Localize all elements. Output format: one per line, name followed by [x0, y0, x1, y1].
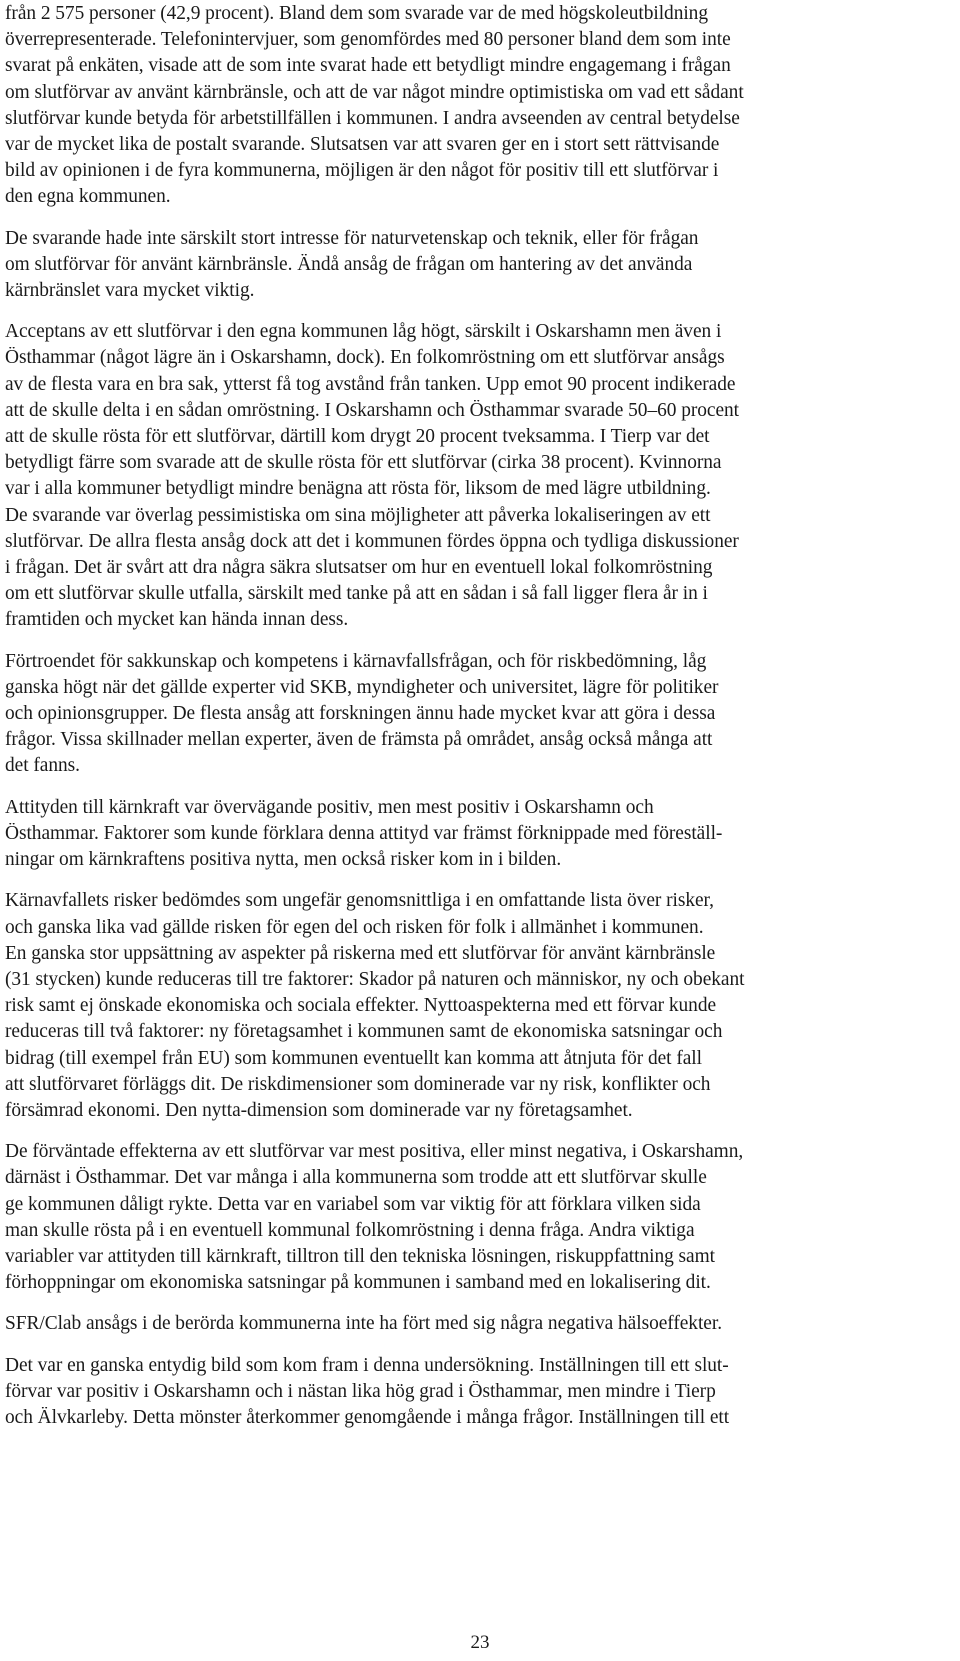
text-line: bild av opinionen i de fyra kommunerna, möjligen är den något för positiv till ett slutförvar i [5, 160, 719, 182]
text-line: Acceptans av ett slutförvar i den egna kommunen låg högt, särskilt i Oskarshamn men även i [5, 321, 722, 343]
text-line: det fanns. [5, 755, 80, 777]
text-line: En ganska stor uppsättning av aspekter på riskerna med ett slutförvar för använt kärnbränsle [5, 942, 716, 964]
paragraph [5, 226, 960, 305]
text-line: Förtroendet för sakkunskap och kompetens i kärnavfallsfrågan, och för riskbedömning, låg [5, 650, 707, 672]
text-line: och Älvkarleby. Detta mönster återkommer genomgående i många frågor. Inställningen till ett [5, 1406, 730, 1428]
text-line: De svarande var överlag pessimistiska om sina möjligheter att påverka lokaliseringen av ett [5, 504, 711, 526]
text-line: slutförvar. De allra flesta ansåg dock att det i kommunen fördes öppna och tydliga diskussioner [5, 530, 739, 552]
text-line: den egna kommunen. [5, 186, 171, 208]
paragraph [5, 319, 960, 633]
text-line: Kärnavfallets risker bedömdes som ungefär genomsnittliga i en omfattande lista över risker, [5, 890, 714, 912]
text-line: Attityden till kärnkraft var övervägande positiv, men mest positiv i Oskarshamn och [5, 796, 654, 818]
text-line: i frågan. Det är svårt att dra några säkra slutsatser om hur en eventuell lokal folkomröstning [5, 557, 713, 579]
text-line: att slutförvaret förläggs dit. De riskdimensioner som dominerade var ny risk, konflikter och [5, 1073, 711, 1095]
paragraph [5, 1353, 960, 1432]
text-line: risk samt ej önskade ekonomiska och sociala effekter. Nyttoaspekterna med ett förvar kunde [5, 995, 717, 1017]
text-line: man skulle rösta på i en eventuell kommunal folkomröstning i denna fråga. Andra viktiga [5, 1219, 695, 1241]
text-line: var de mycket lika de postalt svarande. Slutsatsen var att svaren ger en i stort sett rättvisande [5, 134, 720, 156]
text-line: betydligt färre som svarade att de skulle rösta för ett slutförvar (cirka 38 procent). Kvinnorna [5, 452, 722, 474]
text-line: att de skulle rösta för ett slutförvar, därtill kom drygt 20 procent tveksamma. I Tierp var det [5, 426, 710, 448]
text-line: ganska högt när det gällde experter vid SKB, myndigheter och universitet, lägre för politiker [5, 676, 719, 698]
text-line: och ganska lika vad gällde risken för egen del och risken för folk i allmänhet i kommunen. [5, 916, 704, 938]
text-line: försämrad ekonomi. Den nytta-dimension som dominerade var ny företagsamhet. [5, 1099, 633, 1121]
text-line: att de skulle delta i en sådan omröstning. I Oskarshamn och Östhammar svarade 50–60 procent [5, 399, 740, 421]
text-line: variabler var attityden till kärnkraft, tilltron till den tekniska lösningen, riskuppfattning samt [5, 1245, 715, 1267]
text-line: slutförvar kunde betyda för arbetstillfällen i kommunen. I andra avseenden av central betydelse [5, 107, 740, 129]
text-line: överrepresenterade. Telefonintervjuer, som genomfördes med 80 personer bland dem som inte [5, 29, 731, 51]
text-line: Östhammar (något lägre än i Oskarshamn, dock). En folkomröstning om ett slutförvar ansågs [5, 347, 725, 369]
text-line: om slutförvar för använt kärnbränsle. Ändå ansåg de frågan om hantering av det använda [5, 253, 693, 275]
text-line: om ett slutförvar skulle utfalla, särskilt med tanke på att en sådan i så fall ligger flera år in i [5, 583, 708, 605]
paragraph [5, 649, 960, 780]
text-line: Det var en ganska entydig bild som kom fram i denna undersökning. Inställningen till ett slut- [5, 1354, 729, 1376]
text-line: bidrag (till exempel från EU) som kommunen eventuellt kan komma att åtnjuta för det fall [5, 1047, 702, 1069]
page-number: 23 [470, 1632, 490, 1653]
text-line: framtiden och mycket kan hända innan dess. [5, 609, 349, 631]
text-line: reduceras till två faktorer: ny företagsamhet i kommunen samt de ekonomiska satsningar och [5, 1021, 723, 1043]
text-line: var i alla kommuner betydligt mindre benägna att rösta för, liksom de med lägre utbildning. [5, 478, 711, 500]
paragraph [5, 888, 960, 1124]
text-line: svarat på enkäten, visade att de som inte svarat hade ett betydligt mindre engagemang i frågan [5, 55, 731, 77]
text-line: kärnbränslet vara mycket viktig. [5, 280, 255, 302]
paragraph [5, 1139, 960, 1296]
text-line: om slutförvar av använt kärnbränsle, och att de var något mindre optimistiska om vad ett sådant [5, 81, 744, 103]
text-line: (31 stycken) kunde reduceras till tre faktorer: Skador på naturen och människor, ny och obekant [5, 968, 745, 990]
text-line: SFR/Clab ansågs i de berörda kommunerna inte ha fört med sig några negativa hälsoeffekter. [5, 1313, 723, 1335]
text-line: därnäst i Östhammar. Det var många i alla kommunerna som trodde att ett slutförvar skulle [5, 1167, 707, 1189]
text-line: frågor. Vissa skillnader mellan experter, även de främsta på området, ansåg också många att [5, 729, 713, 751]
text-line: De svarande hade inte särskilt stort intresse för naturvetenskap och teknik, eller för frågan [5, 227, 699, 249]
text-line: förhoppningar om ekonomiska satsningar på kommunen i samband med en lokalisering dit. [5, 1272, 711, 1294]
text-line: Östhammar. Faktorer som kunde förklara denna attityd var främst förknippade med föreställ- [5, 822, 723, 844]
text-line: ningar om kärnkraftens positiva nytta, men också risker kom in i bilden. [5, 849, 562, 871]
text-line: från 2 575 personer (42,9 procent). Bland dem som svarade var de med högskoleutbildning [5, 3, 708, 24]
paragraph [5, 1, 960, 211]
body-text [5, 1, 960, 1446]
text-line: av de flesta vara en bra sak, ytterst få tog avstånd från tanken. Upp emot 90 procent indikerade [5, 373, 736, 395]
paragraph [5, 795, 960, 874]
text-line: ge kommunen dåligt rykte. Detta var en variabel som var viktig för att förklara vilken sida [5, 1193, 701, 1215]
text-line: De förväntade effekterna av ett slutförvar var mest positiva, eller minst negativa, i Oskarshamn, [5, 1141, 744, 1163]
text-line: och opinionsgrupper. De flesta ansåg att forskningen ännu hade mycket kvar att göra i dessa [5, 703, 716, 725]
paragraph [5, 1311, 960, 1337]
text-line: förvar var positiv i Oskarshamn och i nästan lika hög grad i Östhammar, men mindre i Tierp [5, 1380, 716, 1402]
